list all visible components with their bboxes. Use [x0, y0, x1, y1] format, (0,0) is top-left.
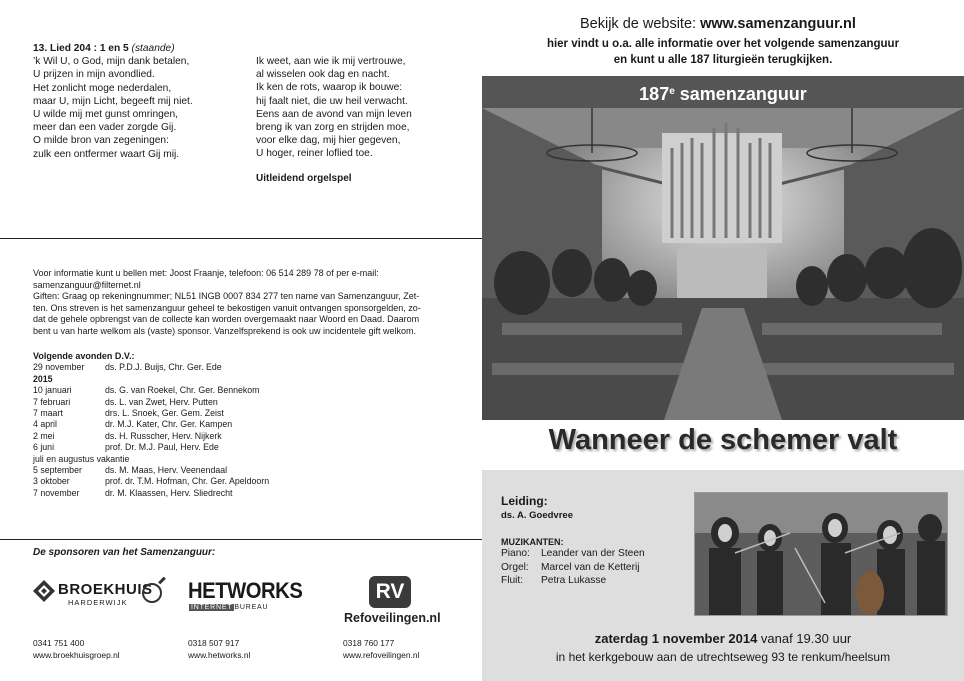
broekhuis-sub: HARDERWIJK: [68, 598, 128, 607]
edition-banner: 187e samenzanguur: [482, 76, 964, 108]
website-line: Bekijk de website: www.samenzanguur.nl: [580, 16, 856, 32]
schedule-year: 2015: [33, 373, 53, 384]
hymn-line: O milde bron van zegeningen:: [33, 135, 169, 147]
hymn-line: U prijzen in mijn avondlied.: [33, 69, 155, 81]
musician-row: [501, 574, 645, 588]
schedule-row: [33, 374, 269, 385]
hymn-line: breng ik van zorg en strijden moe,: [256, 122, 410, 134]
hetworks-logo: [188, 578, 328, 626]
website-info-2: en kunt u alle 187 liturgieën terugkijken.: [613, 54, 833, 66]
schedule-row: [33, 454, 269, 465]
schedule-row: [33, 488, 269, 499]
leiding-name: ds. A. Goedvree: [501, 510, 573, 521]
schedule-date: 29 november: [33, 362, 85, 373]
leiding-heading: Leiding:: [501, 494, 548, 508]
schedule-date: 7 november: [33, 487, 80, 498]
musicians-heading: MUZIKANTEN:: [501, 537, 564, 547]
info-line: samenzanguur@filternet.nl: [33, 279, 141, 290]
schedule-date: 6 juni: [33, 442, 55, 453]
hymn-line: voor elke dag, mij hier gegeven,: [256, 135, 401, 147]
musician-row: [501, 547, 645, 561]
broekhuis-logo: [33, 578, 173, 626]
info-line: bent u van harte welkom als (vaste) sponsor. Vanzelfsprekend is ook uw incidentele gift welkom.: [33, 325, 417, 336]
hymn-line: meer dan een vader zorgde Gij.: [33, 122, 177, 134]
broekhuis-name: BROEKHUIS: [58, 581, 153, 598]
schedule-row: [33, 385, 269, 396]
schedule-date: 3 oktober: [33, 476, 70, 487]
info-line: dat de gehele opbrengst van de collecte kan worden overgemaakt naar Woord en Daad. Daarom: [33, 314, 420, 325]
leiding-block: [501, 494, 573, 521]
hymn-verse-5: [256, 55, 412, 185]
schedule-speaker: dr. M. Klaassen, Herv. Sliedrecht: [105, 487, 233, 498]
sponsors-title: De sponsoren van het Samenzanguur:: [33, 547, 216, 558]
schedule-date: 5 september: [33, 465, 82, 476]
main-title: Wanneer de schemer valt: [548, 424, 898, 456]
refoveilingen-name: Refoveilingen.nl: [344, 611, 441, 625]
hymn-line: ’k Wil U, o God, mijn dank betalen,: [33, 56, 190, 68]
hymn-title: 13. Lied 204 : 1 en 5 (staande): [33, 43, 175, 54]
schedule-speaker: ds. H. Russcher, Herv. Nijkerk: [105, 430, 222, 441]
schedule-speaker: dr. M.J. Kater, Chr. Ger. Kampen: [105, 419, 233, 430]
schedule-date: 7 maart: [33, 408, 63, 419]
website-info: hier vindt u o.a. alle informatie over het volgende samenzanguur: [546, 38, 900, 50]
schedule-date: 4 april: [33, 419, 57, 430]
musician-name: Petra Lukasse: [541, 575, 607, 586]
schedule: [33, 351, 269, 499]
hymn-line: U hoger, reiner loflied toe.: [256, 148, 373, 160]
broekhuis-link[interactable]: www.broekhuisgroep.nl: [33, 650, 120, 660]
musician-row: [501, 561, 645, 575]
hymn-line: Ik ken de rots, waarop ik bouwe:: [256, 82, 403, 94]
musician-name: Marcel van de Ketterij: [541, 561, 640, 573]
event-date: zaterdag 1 november 2014 vanaf 19.30 uur: [594, 631, 852, 646]
info-line: ten. Ons streven is het samenzanguur geheel te bekostigen vanuit ontvangen sponsorgelden, zo-: [33, 302, 421, 313]
schedule-row: [33, 465, 269, 476]
volvo-icon: [142, 583, 162, 603]
musicians-photo: [694, 492, 948, 616]
schedule-speaker: ds. M. Maas, Herv. Veenendaal: [105, 465, 228, 476]
refoveilingen-link[interactable]: www.refoveilingen.nl: [343, 650, 420, 660]
refoveilingen-contact: 0318 760 177 www.refoveilingen.nl: [343, 638, 420, 660]
info-line: Giften: Graag op rekeningnummer; NL51 INGB 0007 834 277 ten name van Samenzanguur, Zet-: [33, 291, 420, 302]
hetworks-link[interactable]: www.hetworks.nl: [188, 650, 251, 660]
contact-info: [33, 268, 473, 338]
hymn-line: Ik weet, aan wie ik mij vertrouwe,: [256, 56, 406, 67]
refoveilingen-badge-icon: RV: [369, 576, 411, 608]
musician-role: Piano:: [501, 548, 530, 559]
musician-name: Leander van der Steen: [541, 548, 645, 559]
schedule-date: 2 mei: [33, 430, 55, 441]
schedule-speaker: ds. L. van Zwet, Herv. Putten: [105, 396, 218, 407]
schedule-row: [33, 476, 269, 487]
schedule-speaker: ds. G. van Roekel, Chr. Ger. Bennekom: [105, 385, 260, 396]
hymn-verse-1: [33, 42, 193, 161]
hetworks-sub: INTERNET BUREAU: [191, 604, 269, 611]
broekhuis-diamond-icon: [33, 580, 55, 602]
musician-role: Fluit:: [501, 575, 524, 586]
schedule-row: [33, 419, 269, 430]
schedule-note: juli en augustus vakantie: [33, 453, 130, 464]
church-interior-image: [482, 108, 964, 420]
schedule-speaker: ds. P.D.J. Buijs, Chr. Ger. Ede: [105, 362, 222, 373]
info-line: Voor informatie kunt u bellen met: Joost Fraanje, telefoon: 06 514 289 78 of per e-mail:: [33, 268, 379, 278]
event-location: in het kerkgebouw aan de utrechtseweg 93 te renkum/heelsum: [555, 650, 891, 664]
schedule-row: [33, 408, 269, 419]
hetworks-name: HETWORKS: [188, 578, 303, 603]
schedule-date: 10 januari: [33, 385, 72, 396]
schedule-date: 7 februari: [33, 396, 71, 407]
section-divider: [0, 539, 482, 540]
hymn-line: zulk een ontfermer waart Gij mij.: [33, 148, 180, 160]
schedule-row: [33, 397, 269, 408]
schedule-heading: Volgende avonden D.V.:: [33, 351, 135, 361]
schedule-speaker: prof. Dr. M.J. Paul, Herv. Ede: [105, 442, 219, 453]
hymn-line: al wisselen ook dag en nacht.: [256, 69, 390, 81]
hymn-line: maar U, mijn Licht, begeeft mij niet.: [33, 95, 193, 107]
closing-organ: Uitleidend orgelspel: [256, 172, 352, 184]
hymn-line: U wilde mij met gunst omringen,: [33, 109, 178, 121]
hymn-line: Eens aan de avond van mijn leven: [256, 108, 412, 120]
hymn-line: Het zonlicht moge nederdalen,: [33, 82, 172, 94]
schedule-row: [33, 362, 269, 373]
section-divider: [0, 238, 482, 239]
musician-role: Orgel:: [501, 561, 529, 573]
musicians-block: [501, 537, 645, 588]
musicians-image: [695, 493, 948, 616]
website-link[interactable]: www.samenzanguur.nl: [700, 16, 856, 32]
schedule-speaker: prof. dr. T.M. Hofman, Chr. Ger. Apeldoorn: [105, 476, 270, 487]
schedule-row: [33, 431, 269, 442]
schedule-speaker: drs. L. Snoek, Ger. Gem. Zeist: [105, 408, 224, 419]
refoveilingen-logo: [343, 576, 453, 624]
broekhuis-contact: 0341 751 400 www.broekhuisgroep.nl: [33, 638, 120, 660]
hetworks-contact: 0318 507 917 www.hetworks.nl: [188, 638, 251, 660]
church-photo: [482, 108, 964, 420]
hymn-line: hij faalt niet, die uw heil verwacht.: [256, 95, 408, 107]
schedule-row: [33, 442, 269, 453]
